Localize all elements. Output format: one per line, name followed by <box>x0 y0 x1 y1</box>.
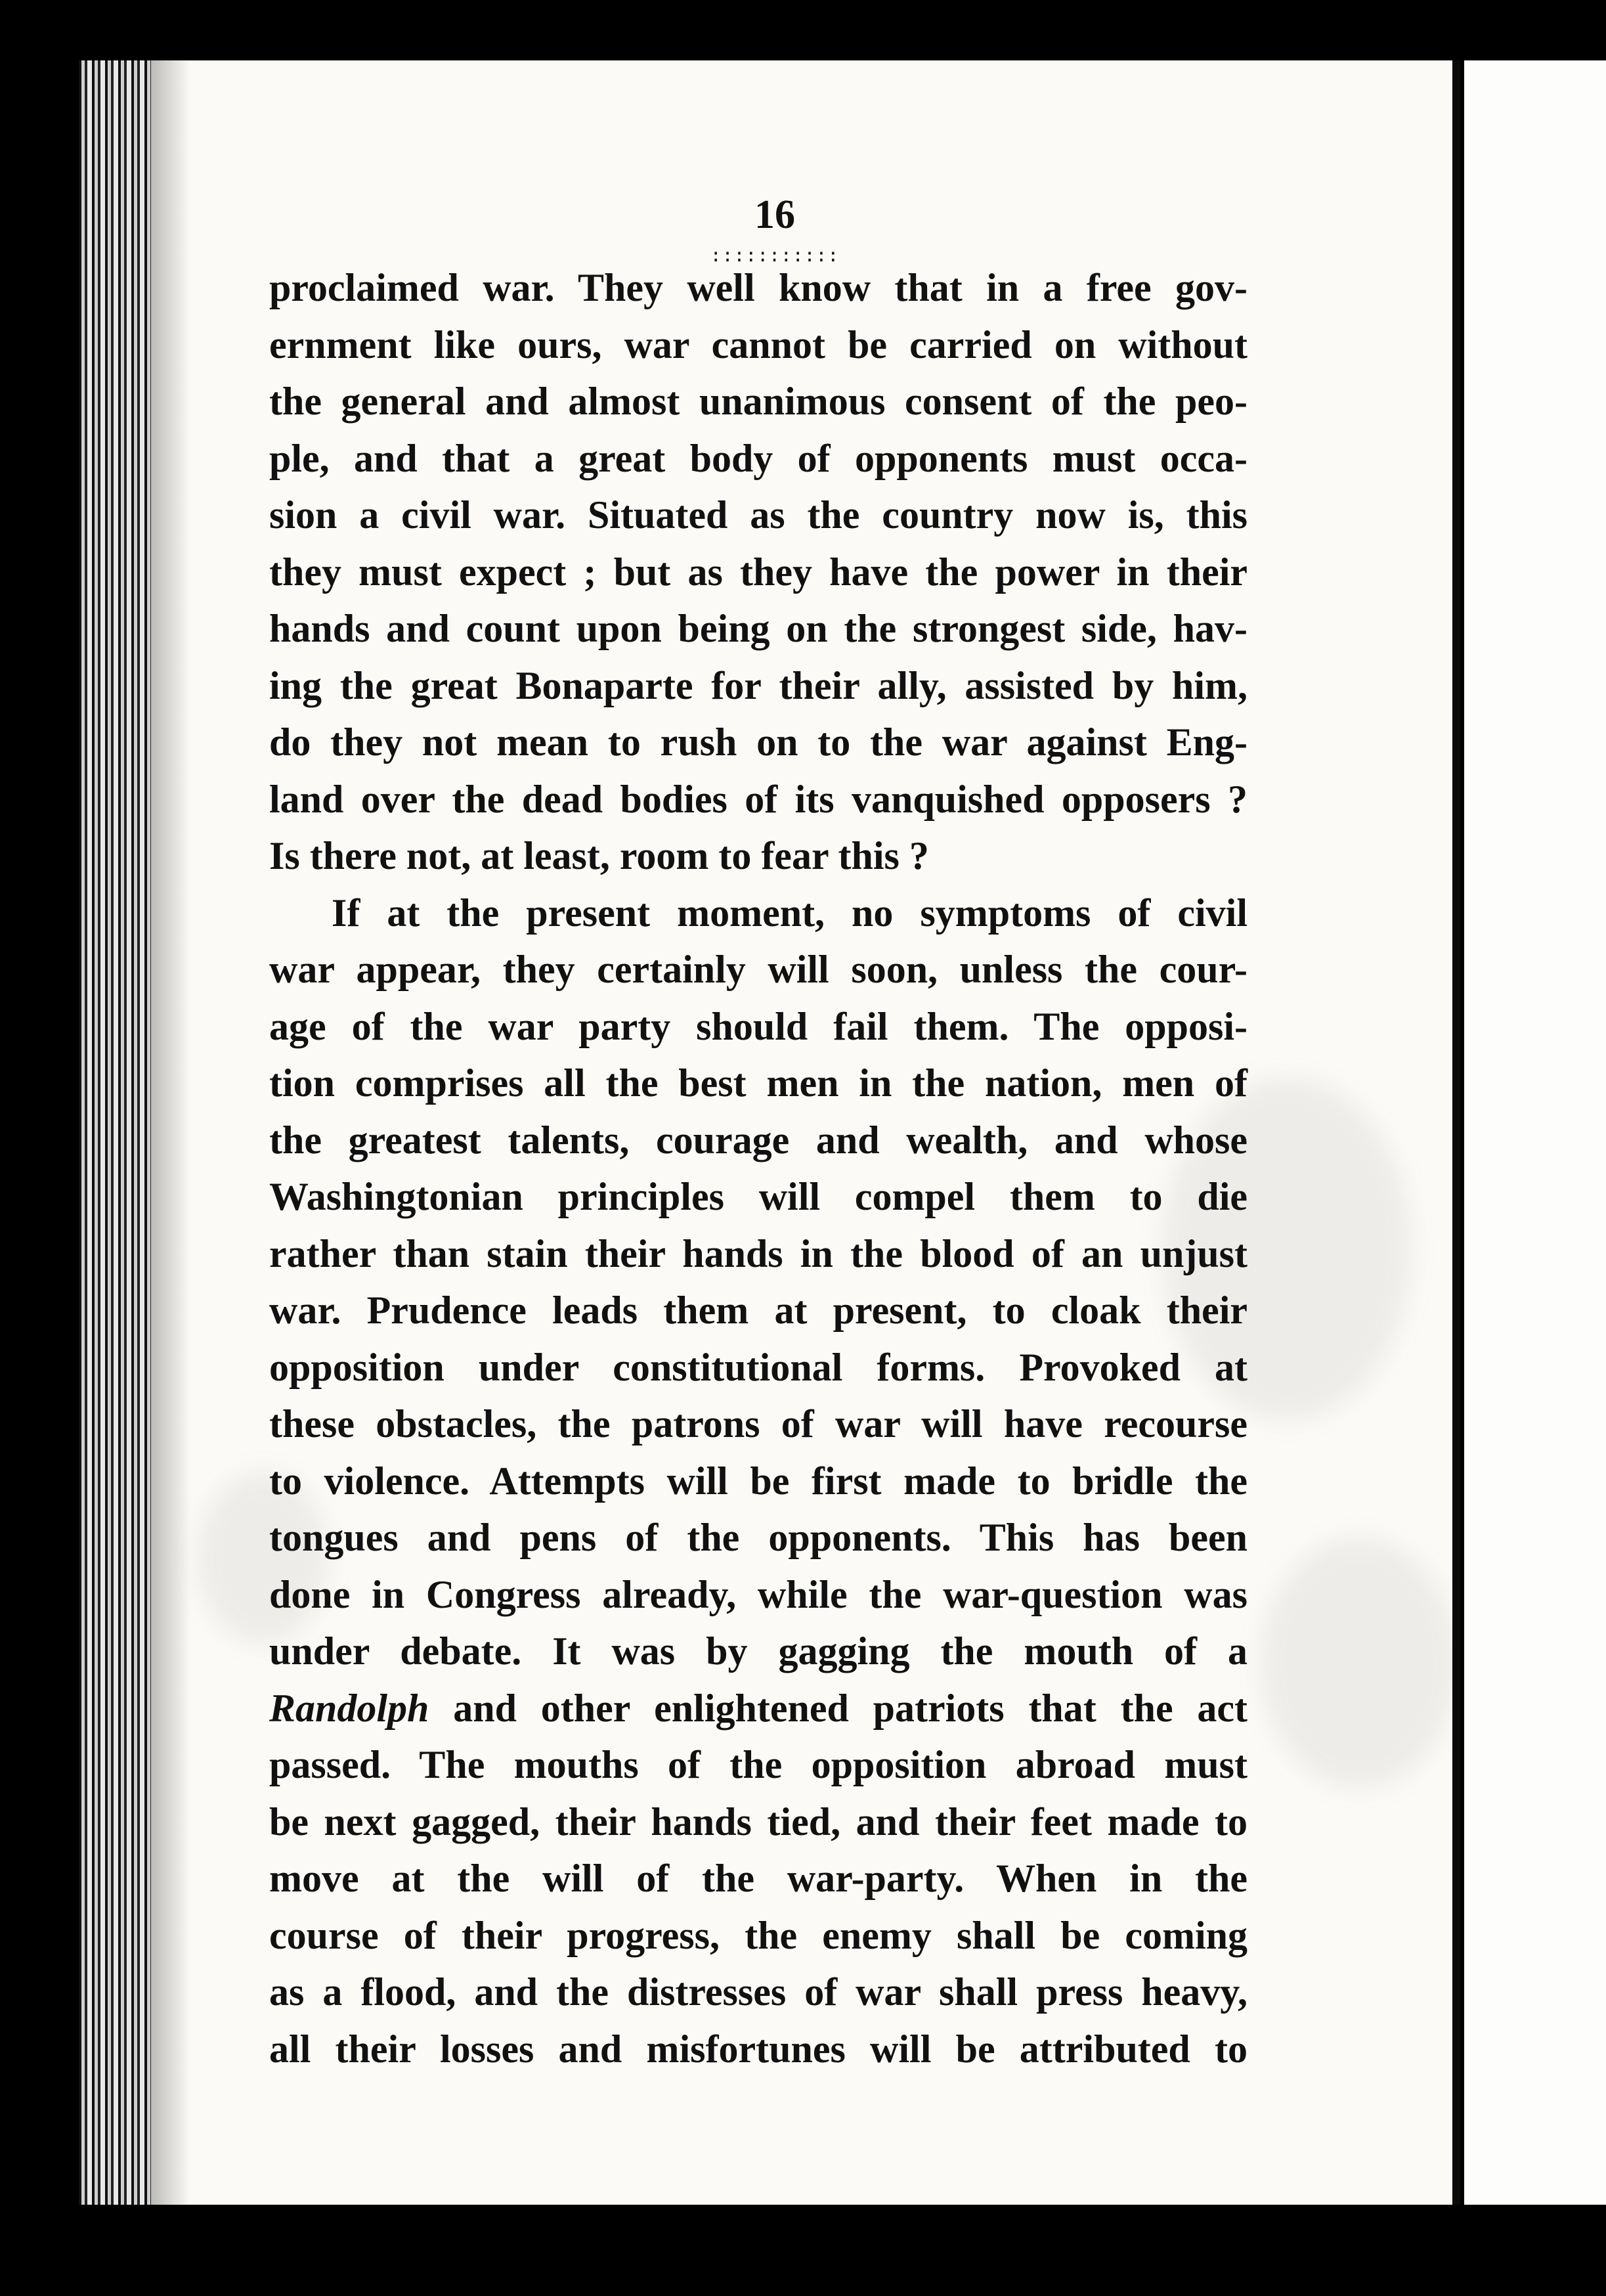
text-line: Washingtonian principles will compel them to die <box>269 1175 1248 1218</box>
text-line: ernment like ours, war cannot be carried on without <box>269 322 1248 366</box>
text-line: all their losses and misfortunes will be attributed to <box>269 2027 1248 2071</box>
binding-gutter <box>79 60 151 2205</box>
text-line: land over the dead bodies of its vanquished opposers ? <box>269 777 1248 821</box>
text-line <box>269 1680 1248 1737</box>
paragraph-2 <box>269 885 1248 2078</box>
text-line: If at the present moment, no symptoms of civil <box>332 891 1248 935</box>
text-line: sion a civil war. Situated as the country now is, this <box>269 493 1248 537</box>
text-line: done in Congress already, while the war-question was <box>269 1572 1248 1616</box>
page-edge-line <box>1452 60 1460 2205</box>
text-line: opposition under constitutional forms. Provoked at <box>269 1345 1248 1389</box>
text-line: do they not mean to rush on to the war against Eng- <box>269 720 1248 764</box>
gutter-shadow <box>151 60 190 2205</box>
text-line: course of their progress, the enemy shall be coming <box>269 1913 1248 1957</box>
page-number: 16 <box>754 192 795 237</box>
text-line: Is there not, at least, room to fear this ? <box>269 834 929 877</box>
text-line: passed. The mouths of the opposition abroad must <box>269 1743 1248 1786</box>
line-rest: and other enlightened patriots that the act <box>429 1686 1248 1730</box>
text-line: war. Prudence leads them at present, to cloak their <box>269 1289 1248 1332</box>
body-text <box>269 259 1248 2077</box>
text-line: as a flood, and the distresses of war shall press heavy, <box>269 1970 1248 2014</box>
text-line: proclaimed war. They well know that in a free gov- <box>269 266 1248 309</box>
text-line: move at the will of the war-party. When in the <box>269 1857 1248 1900</box>
text-line: be next gagged, their hands tied, and their feet made to <box>269 1799 1248 1843</box>
paragraph-1 <box>269 259 1248 885</box>
text-line: these obstacles, the patrons of war will have recourse <box>269 1402 1248 1446</box>
header-ornament: ::::::::::: <box>710 244 840 266</box>
text-line: war appear, they certainly will soon, unless the cour- <box>269 948 1248 991</box>
text-line: ing the great Bonaparte for their ally, assisted by him, <box>269 663 1248 707</box>
text-line: tion comprises all the best men in the nation, men of <box>269 1061 1248 1105</box>
text-line: age of the war party should fail them. The opposi- <box>269 1004 1248 1048</box>
adjacent-page-edge <box>1464 60 1606 2205</box>
text-line: rather than stain their hands in the blood of an unjust <box>269 1231 1248 1275</box>
text-line: to violence. Attempts will be first made to bridle the <box>269 1459 1248 1503</box>
italic-name: Randolph <box>269 1686 429 1730</box>
text-line: hands and count upon being on the strongest side, hav- <box>269 607 1248 650</box>
text-line: ple, and that a great body of opponents must occa- <box>269 436 1248 480</box>
text-line: the general and almost unanimous consent of the peo- <box>269 380 1248 423</box>
text-line: they must expect ; but as they have the power in their <box>269 550 1248 594</box>
text-line: the greatest talents, courage and wealth, and whose <box>269 1118 1248 1162</box>
scan-border-bottom <box>0 2205 1606 2296</box>
text-line: under debate. It was by gagging the mouth of a <box>269 1629 1248 1673</box>
text-line: tongues and pens of the opponents. This has been <box>269 1516 1248 1559</box>
bleed-through-smudge <box>1261 1538 1458 1788</box>
